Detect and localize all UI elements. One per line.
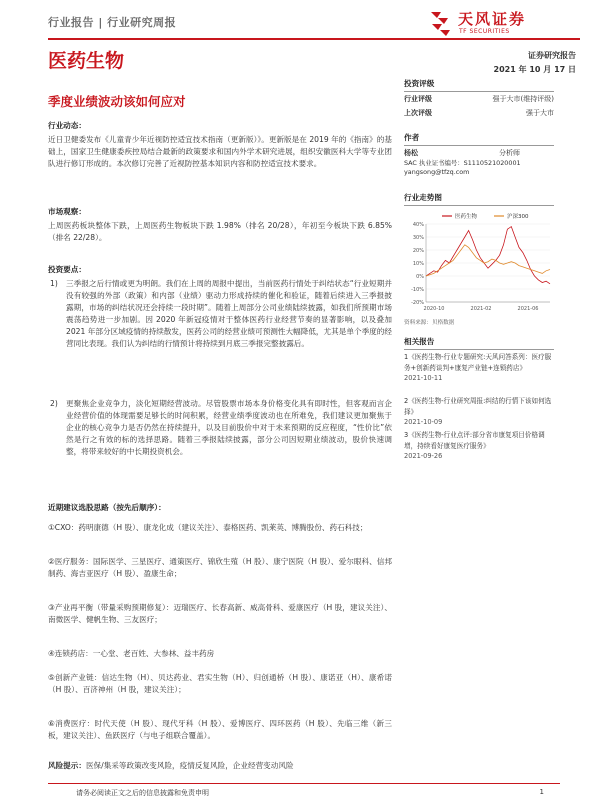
- industry-title: 医药生物: [48, 50, 125, 72]
- report-type: 行业报告 | 行业研究周报: [48, 16, 177, 29]
- related-report-date: 2021-10-11: [404, 374, 443, 382]
- legend-label: 医药生物: [455, 214, 478, 220]
- investment-item: [48, 398, 392, 458]
- related-heading: 相关报告: [404, 336, 554, 350]
- related-report[interactable]: [404, 396, 554, 428]
- prev-rating-value: 强于大市: [526, 109, 554, 117]
- prev-rating-row: [404, 108, 554, 118]
- item-text: 更聚焦企业竞争力，淡化短期经营波动。尽管股票市场本身价格变化具有即时性，但客观而言企业经营价值的体现需要足够长的时间积累，经营业绩季度波动也在所难免，我们建议更加聚焦于企业的核心竞争力是否仍然在持续提升，以及目前股价中对于未来预期的反应程度，“性价比”依然是行之有效的标的选择思路。随着三季报陆续披露，部分公司因短期业绩波动，股价快速调整，将带来较好的中长期投资机会。: [66, 399, 392, 457]
- related-report-date: 2021-09-26: [404, 452, 443, 460]
- logo-subtext: TF SECURITIES: [459, 28, 510, 35]
- market-review-text: 上周医药板块整体下跌，上周医药生物板块下跌 1.98%（排名 20/28），年初至今板块下跌 6.85%（排名 22/28）。: [48, 221, 392, 243]
- risk-heading: 风险提示：: [48, 761, 86, 770]
- header-rule: [48, 38, 580, 40]
- pick-item: ⑤创新产业链：信达生物（H）、贝达药业、君实生物（H）、归创通桥（H 股）、康诺亚（H）、康希诺（H 股）、百济神州（H 股，建议关注）；: [48, 673, 392, 695]
- author-row: [404, 148, 554, 158]
- related-report[interactable]: [404, 352, 554, 384]
- item-number: 2): [50, 399, 58, 408]
- rating-heading: 投资评级: [404, 78, 554, 92]
- market-review-heading: 市场观察：: [48, 207, 86, 216]
- page-title: 季度业绩波动该如何应对: [48, 94, 186, 109]
- investment-item: [48, 278, 392, 351]
- report-kind: 证券研究报告: [528, 51, 576, 60]
- footer-disclaimer: 请务必阅读正文之后的信息披露和免责申明: [76, 789, 209, 797]
- investment-heading: 投资要点：: [48, 265, 86, 274]
- risk-text: 医保/集采等政策改变风险，疫情反复风险，企业经营变动风险: [85, 761, 294, 770]
- x-tick-label: 2020-10: [423, 306, 445, 312]
- report-date: 2021 年 10 月 17 日: [493, 65, 576, 74]
- item-number: 1): [50, 279, 58, 288]
- chart-source: 资料来源：贝格数据: [404, 320, 455, 326]
- related-report-title[interactable]: 1《医药生物-行业专题研究:天风问答系列：医疗服务+创新药谈判+康复产业链+连锁药店》: [404, 353, 552, 372]
- logo-text: 天风证券: [458, 10, 527, 28]
- y-tick-label: -10%: [411, 287, 424, 293]
- pick-item: ⑥消费医疗：时代天使（H 股）、现代牙科（H 股）、爱博医疗、四环医药（H 股）、先临三维（新三板，建议关注）、鱼跃医疗（与电子组联合覆盖）。: [48, 719, 392, 741]
- prev-rating-label: 上次评级: [404, 109, 432, 117]
- y-tick-label: 20%: [412, 248, 424, 254]
- pick-item: ④连锁药店：一心堂、老百姓、大参林、益丰药房: [48, 649, 215, 658]
- x-tick-label: 2021-06: [517, 306, 539, 312]
- author-heading: 作者: [404, 132, 554, 146]
- pick-item: ①CXO：药明康德（H 股）、康龙化成（建议关注）、泰格医药、凯莱英、博腾股份、药石科技；: [48, 523, 368, 532]
- industry-trend-chart: [404, 210, 554, 316]
- legend-label: 沪深300: [507, 214, 529, 220]
- trend-heading: 行业走势图: [404, 192, 554, 206]
- author-name: 杨松: [404, 149, 418, 157]
- related-report-title[interactable]: 2《医药生物-行业研究周报:纠结的行情下该如何选择》: [404, 397, 552, 416]
- related-report-title[interactable]: 3《医药生物-行业点评:部分省市康复项目价格调增，持续看好康复医疗服务》: [404, 431, 545, 450]
- x-tick-label: 2021-02: [470, 306, 492, 312]
- author-role: 分析师: [499, 149, 520, 157]
- series-line: [426, 227, 550, 284]
- risk-line: [48, 760, 392, 772]
- logo-mark-icon: [428, 8, 454, 38]
- footer-rule: [48, 783, 560, 784]
- y-tick-label: -20%: [411, 300, 424, 306]
- page-number: 1: [539, 788, 544, 796]
- y-tick-label: 10%: [412, 261, 424, 267]
- industry-rating-row: [404, 94, 554, 104]
- industry-rating-label: 行业评级: [404, 95, 432, 103]
- related-report[interactable]: [404, 430, 554, 462]
- pick-item: ②医疗服务：国际医学、三星医疗、通策医疗、锦欣生殖（H 股）、康宁医院（H 股）、爱尔眼科、信邦制药、海吉亚医疗（H 股）、盈康生命；: [48, 557, 392, 579]
- y-tick-label: 0%: [416, 274, 424, 280]
- company-logo: [428, 6, 548, 42]
- pick-item: ③产业再平衡（带量采购预期修复）：迈瑞医疗、长春高新、威高骨科、爱康医疗（H 股，建议关注）、南微医学、健帆生物、三友医疗；: [48, 603, 392, 625]
- author-email[interactable]: yangsong@tfzq.com: [404, 168, 470, 176]
- industry-rating-value: 强于大市(维持评级): [492, 95, 554, 103]
- y-tick-label: 40%: [412, 222, 424, 228]
- y-tick-label: 30%: [412, 235, 424, 241]
- related-report-date: 2021-10-09: [404, 418, 443, 426]
- picks-heading: 近期建议选股思路（按先后顺序）：: [48, 503, 166, 512]
- industry-dynamics-heading: 行业动态：: [48, 121, 86, 130]
- author-cert: SAC 执业证书编号：S1110521020001: [404, 159, 521, 167]
- item-text: 三季报之后行情或更为明朗。我们在上周的周报中提出，当前医药行情处于纠结状态“行业短期并没有较强的外部（政策）和内部（业绩）驱动力形成持续的催化和验证，随着后续进入三季报披露期，市场的纠结状况还会持续一段时期”。随着上周部分公司业绩陆续披露，如我们所预期市场震荡趋势进一步加剧。因 2020 年新冠疫情对于整体医药行业经营节奏的显著影响，以及叠加 2021 年部分区域疫情的持续散发，医药公司的经营业绩可预测性大幅降低，尤其是单个季度的经营同比表现。我们认为纠结的行情预计将持续到月底三季报完整披露后。: [66, 279, 392, 349]
- industry-dynamics-text: 近日卫健委发布《儿童青少年近视防控适宜技术指南（更新版）》。更新版是在 2019 年的《指南》的基础上，国家卫生健康委疾控局结合最新的政策要求和国内外学术研究进展，组织安徽医科大学等专业团队进行修订形成的。本次修订完善了近视防控基本知识内容和防控适宜技术要求。: [48, 135, 392, 169]
